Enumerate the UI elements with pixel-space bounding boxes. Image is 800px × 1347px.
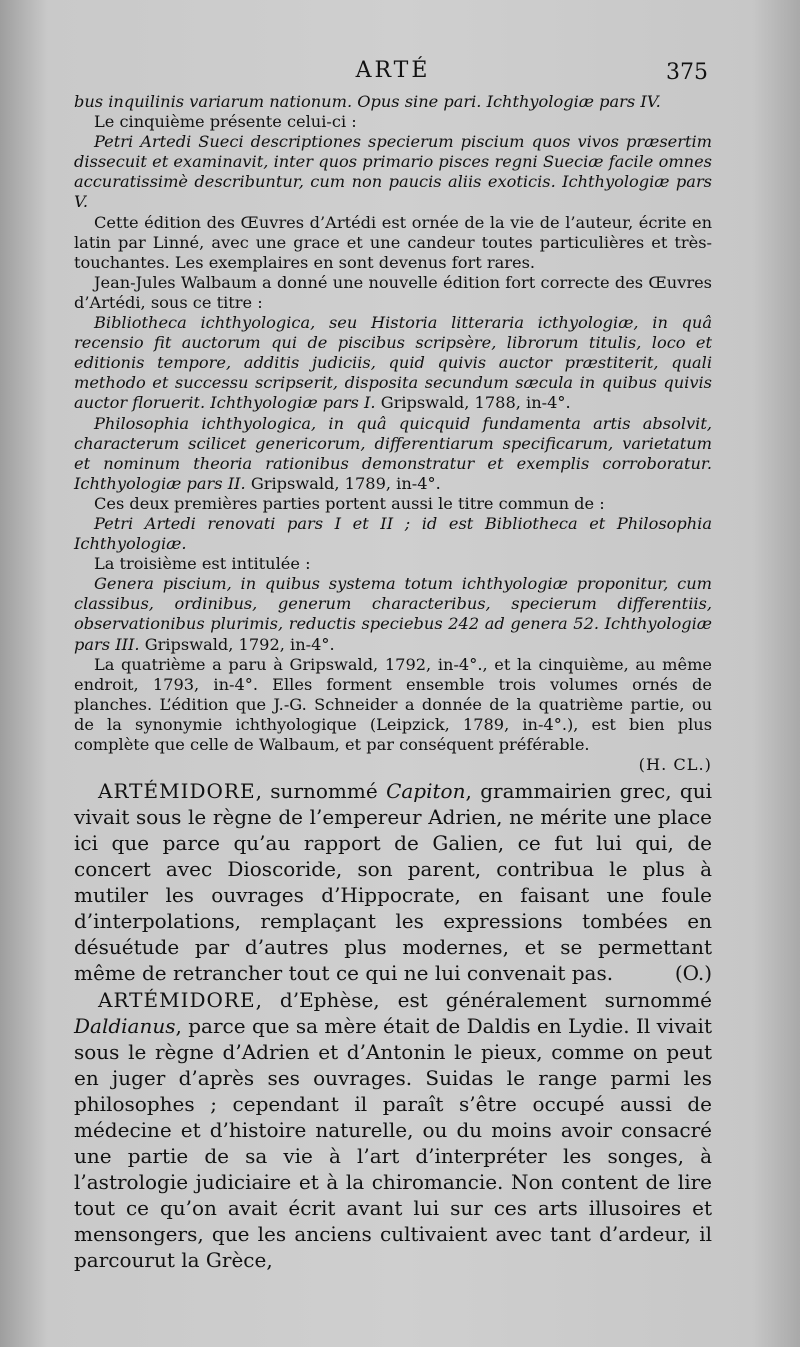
- author-signature: (H. CL.): [638, 755, 712, 775]
- bib-line-9: La troisième est intitulée :: [94, 554, 311, 574]
- bib-line-5: Bibliotheca ichthyologica, seu Historia litteraria icthyologiæ, in quâ recensio fit auctorum qui de piscibus scripsère, librorum titulis, loco et editionis tempore, additis judiciis, quid quivis auctor præstiterit, quali methodo et successu scripserit, disposita secundum sæcula in quibus quivis auctor floruerit. Ichthyologiæ pars I. Gripswald, 1788, in-4°.: [74, 313, 712, 413]
- article-artemidore-ephese: ARTÉMIDORE, d’Ephèse, est généralement surnommé Daldianus, parce que sa mère était de Daldis en Lydie. Il vivait sous le règne d’Adrien et d’Antonin le pieux, comme on peut en juger d’après ses ouvrages. Suidas le range parmi les philosophes ; cependant il paraît s’être occupé aussi de médecine et d’histoire naturelle, ou du moins avoir consacré une partie de sa vie à l’art d’interpréter les songes, à l’astrologie judiciaire et à la chiromancie. Non content de lire tout ce qu’on avait écrit avant lui sur ces arts illusoires et mensongers, que les anciens cultivaient avec tant d’ardeur, il parcourut la Grèce,: [74, 988, 712, 1272]
- page-header: [78, 58, 708, 94]
- headword: ARTÉMIDORE: [98, 988, 256, 1013]
- bib-line-6: Philosophia ichthyologica, in quâ quicquid fundamenta artis absolvit, characterum scilicet genericorum, differentiarum specificarum, varietatum et nominum theoria rationibus demonstratur et exemplis corroboratur. Ichthyologiæ pars II. Gripswald, 1789, in-4°.: [74, 413, 712, 493]
- bib-line-11: La quatrième a paru à Gripswald, 1792, in-4°., et la cinquième, au même endroit, 1793, in-4°. Elles forment ensemble trois volumes ornés de planches. L’édition que J.-G. Schneider a donnée de la quatrième partie, ou de la synonymie ichthyologique (Leipzick, 1789, in-4°.), est bien plus complète que celle de Walbaum, et par conséquent préférable.: [74, 654, 712, 754]
- bib-line-0: bus inquilinis variarum nationum. Opus sine pari. Ichthyologiæ pars IV.: [74, 92, 661, 111]
- page-number: 375: [666, 60, 708, 85]
- bib-line-3: Cette édition des Œuvres d’Artédi est ornée de la vie de l’auteur, écrite en latin par Linné, avec une grace et une candeur toutes particulières et très-touchantes. Les exemplaires en sont devenus fort rares.: [74, 212, 712, 272]
- bib-line-1: Le cinquième présente celui-ci :: [94, 112, 357, 132]
- bib-line-8: Petri Artedi renovati pars I et II ; id est Bibliotheca et Philosophia Ichthyologiæ.: [74, 513, 712, 554]
- articles: [74, 779, 712, 1273]
- headword: ARTÉMIDORE: [98, 779, 256, 804]
- page-text: [74, 92, 712, 1273]
- bib-line-4: Jean-Jules Walbaum a donné une nouvelle édition fort correcte des Œuvres d’Artédi, sous ce titre :: [74, 272, 712, 312]
- bib-line-10: Genera piscium, in quibus systema totum ichthyologiæ proponitur, cum classibus, ordinibus, generum characteribus, specierum differentiis, observationibus plurimis, reductis speciebus 242 ad genera 52. Ichthyologiæ pars III. Gripswald, 1792, in-4°.: [74, 574, 712, 654]
- running-title: ARTÉ: [355, 58, 431, 83]
- bib-line-2: Petri Artedi Sueci descriptiones specierum piscium quos vivos præsertim dissecuit et examinavit, inter quos primario pisces regni Sueciæ facile omnes accuratissimè describuntur, cum non paucis aliis exoticis. Ichthyologiæ pars V.: [74, 132, 712, 212]
- bib-line-7: Ces deux premières parties portent aussi le titre commun de :: [94, 493, 605, 513]
- bibliography-block: [74, 92, 712, 775]
- article-signature: (O.): [674, 960, 712, 985]
- article-artemidore-capiton: ARTÉMIDORE, surnommé Capiton, grammairien grec, qui vivait sous le règne de l’empereur Adrien, ne mérite une place ici que parce qu’au rapport de Galien, ce fut lui qui, de concert avec Dioscoride, son parent, contribua le plus à mutiler les ouvrages d’Hippocrate, en faisant une foule d’interpolations, remplaçant les expressions tombées en désuétude par d’autres plus modernes, et se permettant même de retrancher tout ce qui ne lui convenait pas. (O.): [74, 779, 713, 985]
